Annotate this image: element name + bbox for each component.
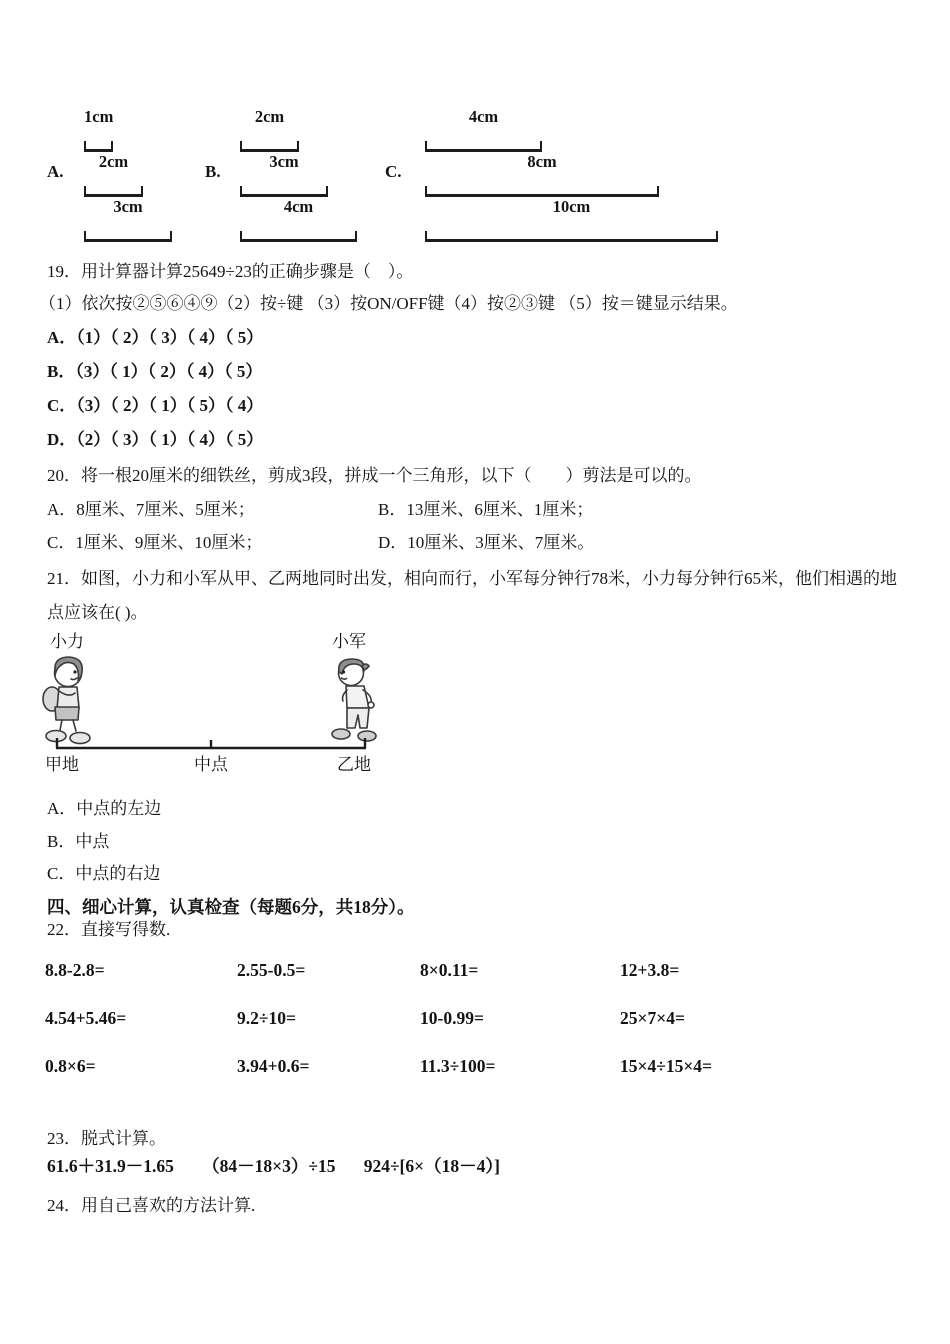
q21-right-walker-name: 小军 [332, 632, 366, 651]
q21-option-a: A．中点的左边 [47, 799, 162, 818]
q20-option-a: A．8厘米、7厘米、5厘米； [47, 500, 255, 519]
q23-expression: （84－18×3）÷15 [202, 1156, 336, 1176]
cm-segment [240, 231, 357, 242]
q19-option-b: B．（3）（ 1）（ 2）（ 4）（ 5） [47, 362, 263, 381]
q22-problem: 12+3.8= [620, 960, 680, 980]
cm-segment [84, 141, 113, 152]
q19-option-c: C．（3）（ 2）（ 1）（ 5）（ 4） [47, 396, 264, 415]
q21-mid-label: 中点 [194, 755, 228, 774]
q20-stem: 20．将一根20厘米的细铁丝，剪成3段，拼成一个三角形，以下（ ）剪法是可以的。 [47, 466, 702, 485]
cm-segment [240, 141, 299, 152]
cm-segment [425, 231, 718, 242]
cm-segment [425, 186, 659, 197]
q20-option-d: D．10厘米、3厘米、7厘米。 [378, 533, 595, 552]
boy-walking-left-illustration [326, 656, 386, 744]
cm-label: 4cm [468, 107, 499, 126]
q18-option-letter-c: C. [385, 162, 402, 181]
cm-label: 2cm [254, 107, 285, 126]
q23-expression: 924÷[6×（18－4）] [363, 1156, 500, 1176]
cm-segment [425, 141, 542, 152]
q21-end-label: 乙地 [337, 755, 371, 774]
q21-option-b: B．中点 [47, 832, 110, 851]
q22-problem: 2.55-0.5= [237, 960, 306, 980]
cm-label: 8cm [527, 152, 557, 171]
q21-option-c: C．中点的右边 [47, 864, 161, 883]
q22-problem: 11.3÷100= [420, 1056, 496, 1076]
cm-label: 3cm [269, 152, 299, 171]
q20-option-c: C．1厘米、9厘米、10厘米； [47, 533, 263, 552]
section4-header: 四、细心计算，认真检查（每题6分，共18分）。 [47, 897, 415, 917]
q21-stem-line1: 21．如图，小力和小军从甲、乙两地同时出发，相向而行，小军每分钟行78米，小力每分钟行65米，他们相遇的地 [47, 569, 897, 588]
cm-label: 2cm [98, 152, 129, 171]
q23-expressions [47, 1156, 500, 1178]
cm-segment [240, 186, 328, 197]
q22-problem: 4.54+5.46= [45, 1008, 127, 1028]
q24-title: 24．用自己喜欢的方法计算. [47, 1196, 256, 1215]
q19-option-d: D．（2）（ 3）（ 1）（ 4）（ 5） [47, 430, 264, 449]
cm-segment [84, 186, 143, 197]
cm-label: 1cm [84, 107, 114, 126]
q22-title: 22．直接写得数. [47, 920, 171, 939]
boy-walking-right-illustration [36, 652, 100, 746]
q21-left-walker-name: 小力 [50, 632, 84, 651]
q22-problem: 9.2÷10= [237, 1008, 296, 1028]
cm-label: 4cm [283, 197, 314, 216]
q22-problem: 10-0.99= [420, 1008, 484, 1028]
cm-segment [84, 231, 172, 242]
q19-option-a: A．（1）（ 2）（ 3）（ 4）（ 5） [47, 328, 264, 347]
q18-option-letter-a: A. [47, 162, 64, 181]
q19-stem: 19．用计算器计算25649÷23的正确步骤是（ ）。 [47, 262, 414, 281]
distance-baseline [55, 734, 367, 750]
q22-problem: 3.94+0.6= [237, 1056, 310, 1076]
q23-expression: 61.6＋31.9－1.65 [47, 1156, 174, 1176]
cm-label: 10cm [552, 197, 591, 216]
q18-option-letter-b: B. [205, 162, 221, 181]
q19-steps: （1）依次按②⑤⑥④⑨（2）按÷键 （3）按ON/OFF键（4）按②③键 （5）按＝键显示结果。 [39, 294, 738, 313]
cm-label: 3cm [113, 197, 143, 216]
q20-option-b: B．13厘米、6厘米、1厘米； [378, 500, 594, 519]
q23-title: 23．脱式计算。 [47, 1129, 166, 1148]
q22-problem: 25×7×4= [620, 1008, 685, 1028]
q22-problem: 0.8×6= [45, 1056, 96, 1076]
q22-problem-grid [45, 960, 712, 1076]
q22-problem: 8×0.11= [420, 960, 479, 980]
q21-start-label: 甲地 [45, 755, 79, 774]
q21-stem-line2: 点应该在( )。 [47, 603, 148, 622]
q22-problem: 15×4÷15×4= [620, 1056, 713, 1076]
q22-problem: 8.8-2.8= [45, 960, 105, 980]
